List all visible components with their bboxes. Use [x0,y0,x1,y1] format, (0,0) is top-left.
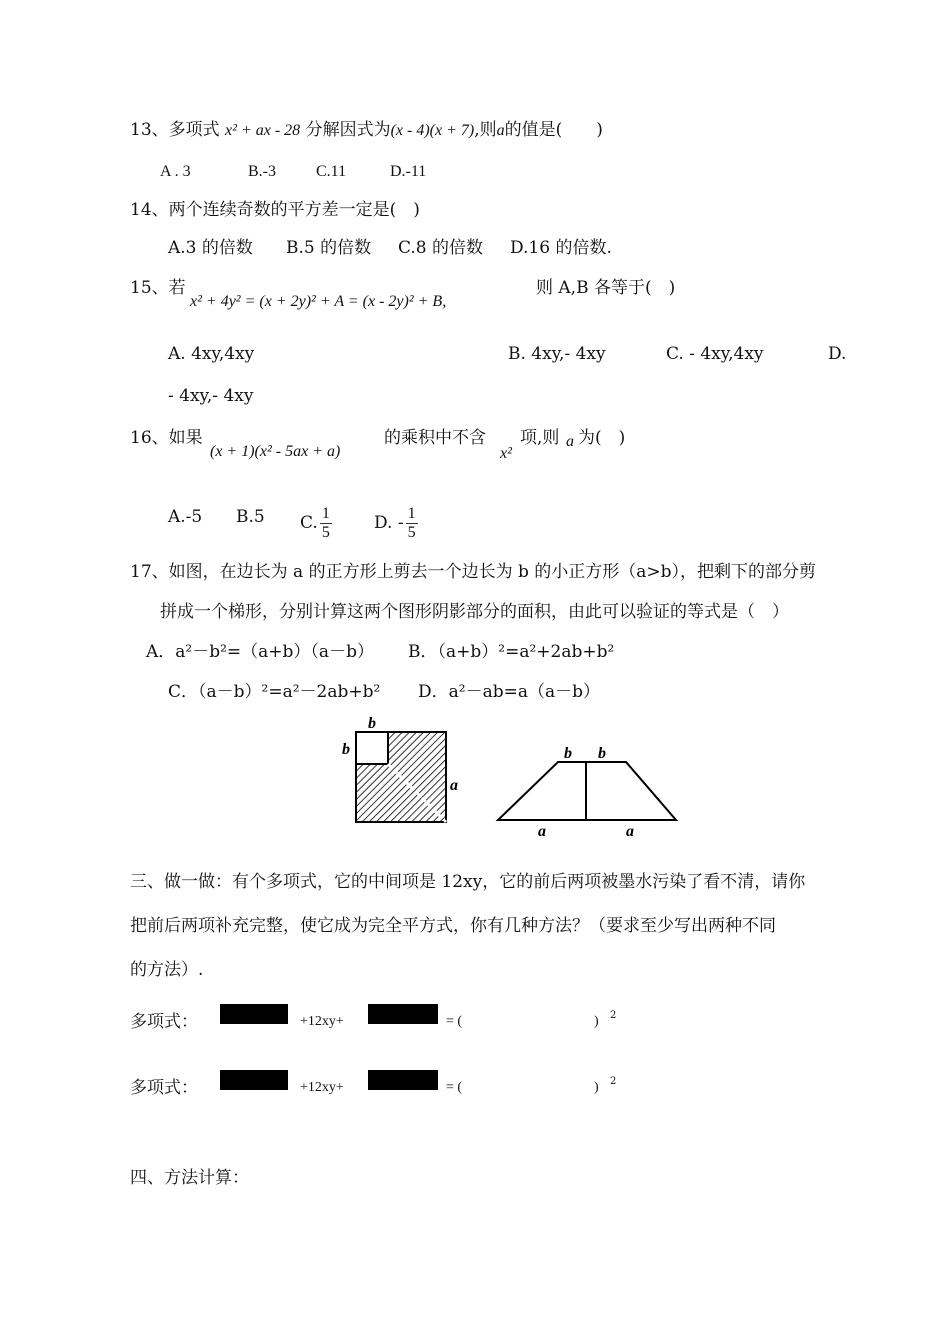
q15-option-d-value: - 4xy,- 4xy [168,386,254,406]
q15-lead: 15、若 [130,278,186,298]
q16-term: x² [500,445,512,462]
q14-option-d: D.16 的倍数. [510,238,612,258]
q16-option-d-label: D. - [374,513,404,533]
polynomial-label: 多项式： [130,1078,198,1098]
q13-mid: 分解因式为 [305,120,391,140]
equals-open: = ( [446,1080,463,1095]
label-b-trap-right: b [598,745,606,762]
q15-option-d: D. [828,344,847,364]
q16-tail: 项,则 [520,428,560,448]
fraction-numerator: 1 [407,505,416,522]
q16-lead: 16、如果 [130,428,203,448]
section-4-title: 四、方法计算： [130,1168,249,1188]
q13-tail: ,则 [474,120,497,140]
fraction [406,505,418,542]
q13-end: 的值是( ) [504,120,603,140]
q14-option-a: A.3 的倍数 [168,238,253,258]
middle-term: +12xy+ [300,1014,344,1029]
q16-mid: 的乘积中不含 [384,428,486,448]
section-3-line-3: 的方法）. [130,960,204,980]
q17-line-1: 17、如图，在边长为 a 的正方形上剪去一个边长为 b 的小正方形（a>b），把剩下的部分剪 [130,562,817,582]
q15-option-c: C. - 4xy,4xy [666,344,764,364]
section-3-line-1: 三、做一做：有个多项式，它的中间项是 12xy，它的前后两项被墨水污染了看不清，请你 [130,872,806,892]
q17-option-c: C．（a－b）²=a²－2ab+b² [168,682,381,702]
q13-option-d: D.-11 [390,163,427,180]
ink-blot [220,1070,288,1090]
q15-option-b: B. 4xy,- 4xy [508,344,606,364]
section-3-line-2: 把前后两项补充完整，使它成为完全平方式，你有几种方法？（要求至少写出两种不同 [130,916,776,936]
q13-option-b: B.-3 [248,163,276,180]
cut-out-square [356,732,388,764]
q17-line-2: 拼成一个梯形，分别计算这两个图形阴影部分的面积，由此可以验证的等式是（ ） [160,602,789,622]
q17-option-d: D．a²－ab=a（a－b） [418,682,600,702]
label-a-trap-left: a [538,823,546,840]
q16-option-b: B.5 [236,507,265,527]
close-paren: ) [594,1080,599,1095]
label-a-right: a [450,777,458,794]
fraction-denominator: 5 [407,524,416,541]
q15-tail: 则 A,B 各等于( ) [536,278,676,298]
q13-option-a: A . 3 [160,163,191,180]
q16-expression: (x + 1)(x² - 5ax + a) [210,443,341,460]
q13-polynomial: x² + ax - 28 [225,122,301,139]
q16-option-c [300,505,334,542]
exponent: 2 [610,1076,617,1087]
ink-blot [368,1070,438,1090]
q13-factored: (x - 4)(x + 7) [390,122,475,139]
equals-open: = ( [446,1014,463,1029]
q17-option-b: B．（a+b）²=a²+2ab+b² [408,642,615,662]
q16-end: 为( ) [578,428,626,448]
q17-option-a: A．a²－b²=（a+b）（a－b） [146,642,374,662]
q13-lead: 多项式 [168,120,220,140]
fraction-denominator: 5 [321,524,330,541]
label-b-top: b [368,715,376,732]
q14-option-c: C.8 的倍数 [398,238,484,258]
q16-var: a [566,433,574,450]
q16-option-c-label: C. [300,513,318,533]
question-14: 14、两个连续奇数的平方差一定是( ) [130,200,420,220]
q13-option-c: C.11 [316,163,347,180]
q14-option-b: B.5 的倍数 [286,238,372,258]
q15-equation: x² + 4y² = (x + 2y)² + A = (x - 2y)² + B, [190,293,447,310]
question-number: 13、 [130,120,169,140]
q16-option-d [374,505,420,542]
fraction-numerator: 1 [321,505,330,522]
label-b-left: b [342,741,350,758]
question-13 [130,118,603,143]
label-b-trap-left: b [564,745,572,762]
polynomial-label: 多项式： [130,1012,198,1032]
q17-figure [330,712,690,842]
ink-blot [368,1004,438,1024]
exponent: 2 [610,1010,617,1021]
middle-term: +12xy+ [300,1080,344,1095]
close-paren: ) [594,1014,599,1029]
q15-option-a: A. 4xy,4xy [168,344,255,364]
fraction [320,505,332,542]
q13-var: a [496,122,505,139]
ink-blot [220,1004,288,1024]
label-a-trap-right: a [626,823,634,840]
q16-option-a: A.-5 [168,507,203,527]
